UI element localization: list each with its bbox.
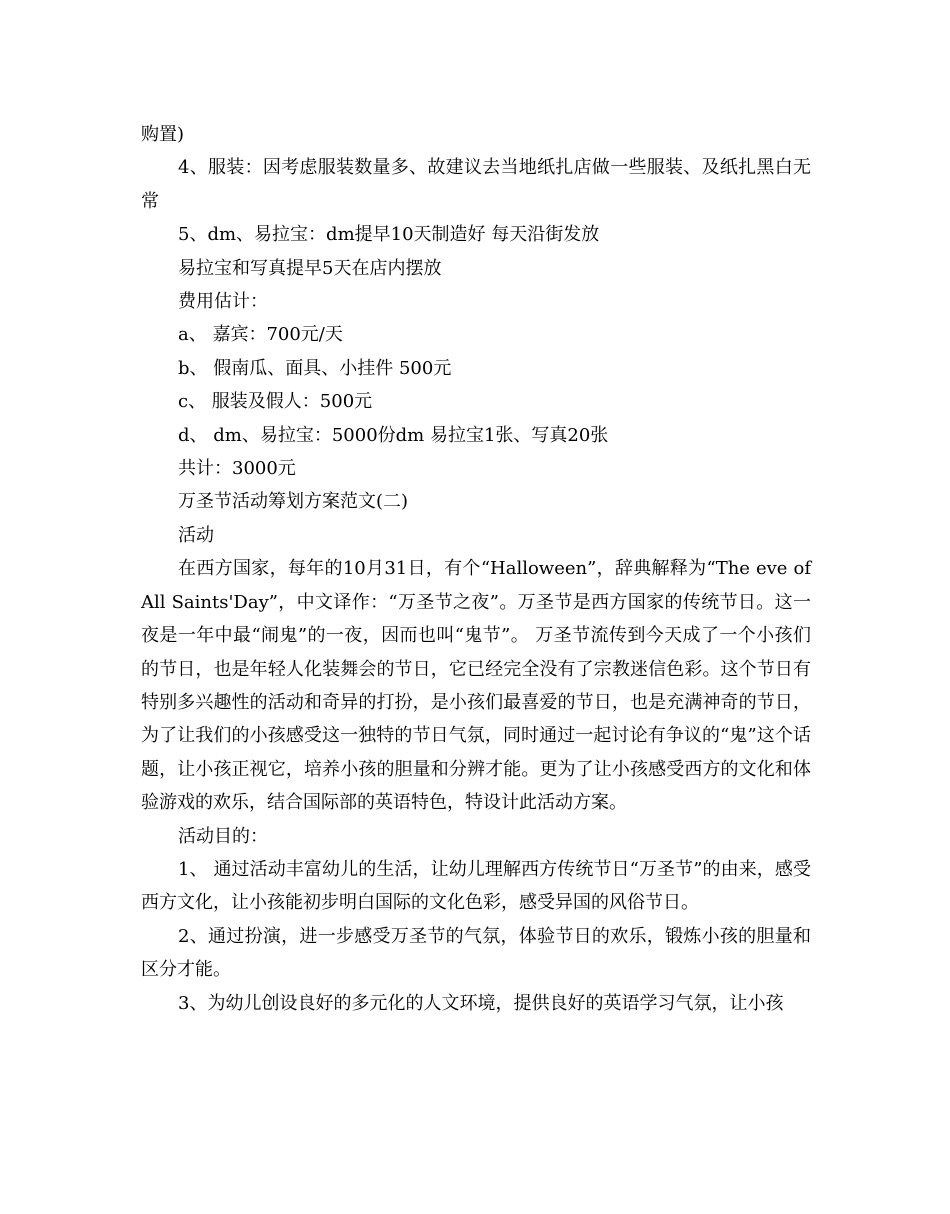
paragraph: 5、dm、易拉宝：dm提早10天制造好 每天沿街发放	[178, 224, 600, 246]
paragraph: 在西方国家，每年的10月31日，有个“Halloween”，辞典解释为“The eve of All Saints'Day”，中文译作：“万圣节之夜”。万圣节是西方国家的传统节日。这一夜是一年中最“闹鬼”的一夜，因而也叫“鬼节”。 万圣节流传到今天成了一个小孩们的节日，也是年轻人化装舞会的节日，它已经完全没有了宗教迷信色彩。这个节日有特别多兴趣性的活动和奇异的打扮，是小孩们最喜爱的节日，也是充满神奇的节日，为了让我们的小孩感受这一独特的节日气氛，同时通过一起讨论有争议的“鬼”这个话题，让小孩正视它，培养小孩的胆量和分辨才能。更为了让小孩感受西方的文化和体验游戏的欢乐，结合国际部的英语特色，特设计此活动方案。	[141, 558, 811, 814]
section-heading: 活动目的：	[178, 825, 268, 847]
list-item: 2、通过扮演，进一步感受万圣节的气氛，体验节日的欢乐，锻炼小孩的胆量和区分才能。	[141, 925, 811, 981]
paragraph: 4、服装：因考虑服装数量多、故建议去当地纸扎店做一些服装、及纸扎黑白无常	[141, 157, 811, 212]
list-item: c、 服装及假人：500元	[178, 391, 373, 413]
document-body	[141, 118, 811, 1020]
section-heading: 万圣节活动筹划方案范文(二)	[178, 491, 409, 513]
paragraph: 易拉宝和写真提早5天在店内摆放	[178, 257, 442, 279]
section-heading: 活动	[178, 524, 214, 546]
list-item: 1、 通过活动丰富幼儿的生活，让幼儿理解西方传统节日“万圣节”的由来，感受西方文化，让小孩能初步明白国际的文化色彩，感受异国的风俗节日。	[141, 858, 811, 914]
list-item: b、 假南瓜、面具、小挂件 500元	[178, 357, 452, 379]
list-item: 3、为幼儿创设良好的多元化的人文环境，提供良好的英语学习气氛，让小孩	[178, 992, 784, 1014]
list-item: d、 dm、易拉宝：5000份dm 易拉宝1张、写真20张	[178, 424, 609, 446]
paragraph: 费用估计：	[178, 291, 268, 313]
list-item: a、 嘉宾：700元/天	[178, 324, 343, 346]
paragraph: 共计：3000元	[178, 458, 296, 480]
paragraph: 购置)	[141, 124, 185, 145]
